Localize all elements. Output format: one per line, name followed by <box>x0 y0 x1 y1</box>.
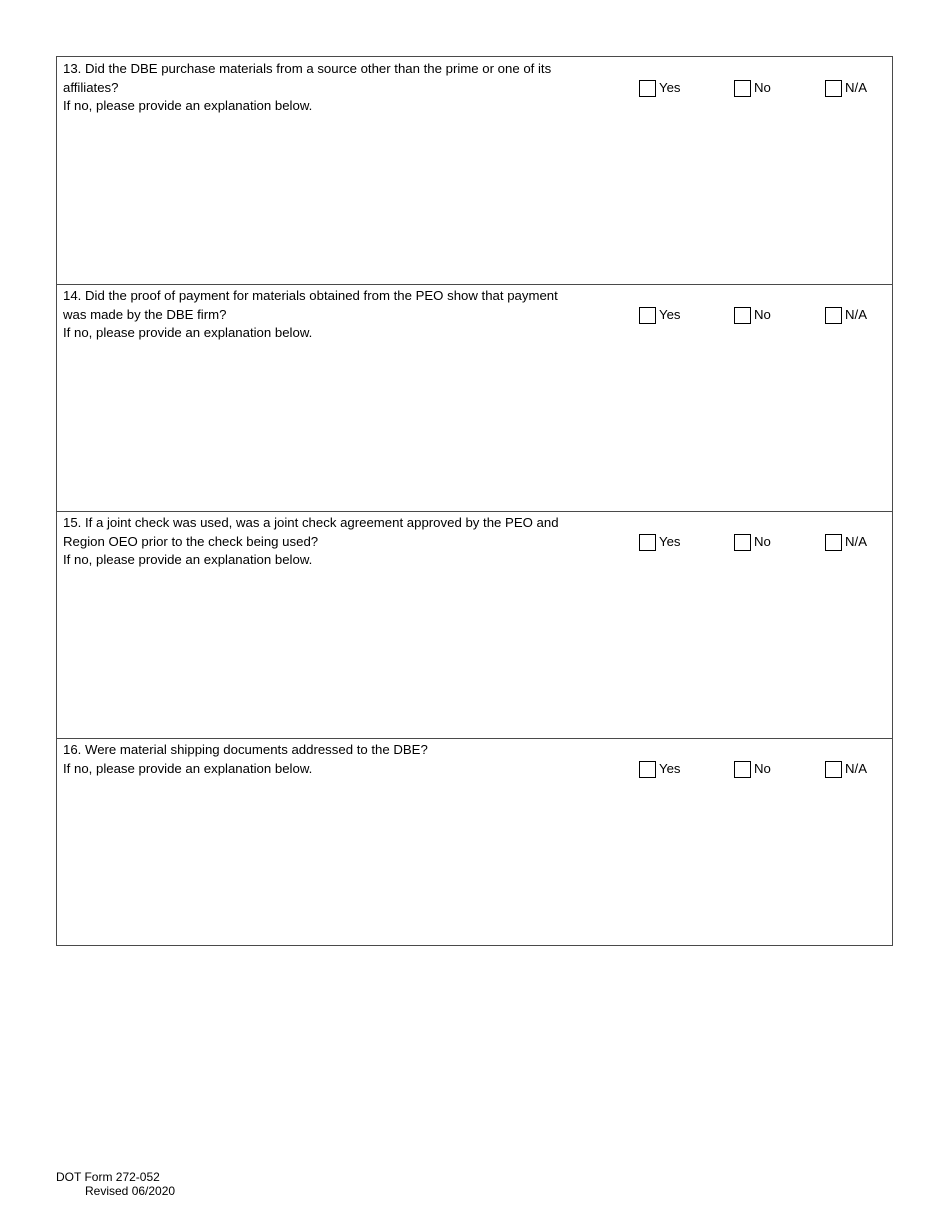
q16-yes-label: Yes <box>659 761 681 776</box>
question-13-line-3: If no, please provide an explanation below. <box>63 98 313 113</box>
q16-yes-checkbox[interactable] <box>639 761 656 778</box>
q14-na-option[interactable] <box>825 306 867 324</box>
question-text-14 <box>63 287 603 343</box>
q15-yes-checkbox[interactable] <box>639 534 656 551</box>
questionnaire-table <box>56 56 893 946</box>
question-14-line-2: was made by the DBE firm? <box>63 306 227 322</box>
question-16-line-2: If no, please provide an explanation below. <box>63 760 313 776</box>
q14-no-option[interactable] <box>734 306 771 324</box>
q14-yes-label: Yes <box>659 307 681 322</box>
q15-no-checkbox[interactable] <box>734 534 751 551</box>
q16-no-option[interactable] <box>734 760 771 778</box>
q16-na-option[interactable] <box>825 760 867 778</box>
q13-na-option[interactable] <box>825 79 867 97</box>
question-15-line-1: 15. If a joint check was used, was a joint check agreement approved by the PEO and <box>63 515 559 530</box>
question-text-15 <box>63 514 603 570</box>
revision-date: Revised 06/2020 <box>85 1184 176 1198</box>
q15-na-option[interactable] <box>825 533 867 551</box>
q15-yes-option[interactable] <box>639 533 681 551</box>
q13-no-option[interactable] <box>734 79 771 97</box>
q15-no-option[interactable] <box>734 533 771 551</box>
question-15-line-3: If no, please provide an explanation below. <box>63 552 313 567</box>
q13-yes-option[interactable] <box>639 79 681 97</box>
q13-no-checkbox[interactable] <box>734 80 751 97</box>
q13-no-label: No <box>754 80 771 95</box>
q14-na-label: N/A <box>845 307 867 322</box>
question-text-16 <box>63 741 603 778</box>
question-13-line-1: 13. Did the DBE purchase materials from a source other than the prime or one of its <box>63 61 552 76</box>
q14-yes-option[interactable] <box>639 306 681 324</box>
q13-yes-checkbox[interactable] <box>639 80 656 97</box>
q14-no-checkbox[interactable] <box>734 307 751 324</box>
question-15-line-2: Region OEO prior to the check being used? <box>63 533 319 549</box>
q16-na-label: N/A <box>845 761 867 776</box>
q15-na-label: N/A <box>845 534 867 549</box>
q13-yes-label: Yes <box>659 80 681 95</box>
q16-no-checkbox[interactable] <box>734 761 751 778</box>
question-14-line-1: 14. Did the proof of payment for materials obtained from the PEO show that payment <box>63 288 558 303</box>
q15-yes-label: Yes <box>659 534 681 549</box>
q13-na-checkbox[interactable] <box>825 80 842 97</box>
question-row-15 <box>57 511 892 739</box>
form-footer <box>56 1170 175 1198</box>
q14-na-checkbox[interactable] <box>825 307 842 324</box>
question-row-14 <box>57 284 892 512</box>
q15-na-checkbox[interactable] <box>825 534 842 551</box>
question-row-16 <box>57 738 892 945</box>
question-16-line-1: 16. Were material shipping documents addressed to the DBE? <box>63 742 428 757</box>
q16-no-label: No <box>754 761 771 776</box>
question-14-line-3: If no, please provide an explanation below. <box>63 325 313 340</box>
question-row-13 <box>57 57 892 285</box>
q16-yes-option[interactable] <box>639 760 681 778</box>
q14-yes-checkbox[interactable] <box>639 307 656 324</box>
q14-no-label: No <box>754 307 771 322</box>
question-13-line-2: affiliates? <box>63 79 119 95</box>
q13-na-label: N/A <box>845 80 867 95</box>
question-text-13 <box>63 60 603 116</box>
form-number: DOT Form 272-052 <box>56 1170 160 1184</box>
q15-no-label: No <box>754 534 771 549</box>
q16-na-checkbox[interactable] <box>825 761 842 778</box>
